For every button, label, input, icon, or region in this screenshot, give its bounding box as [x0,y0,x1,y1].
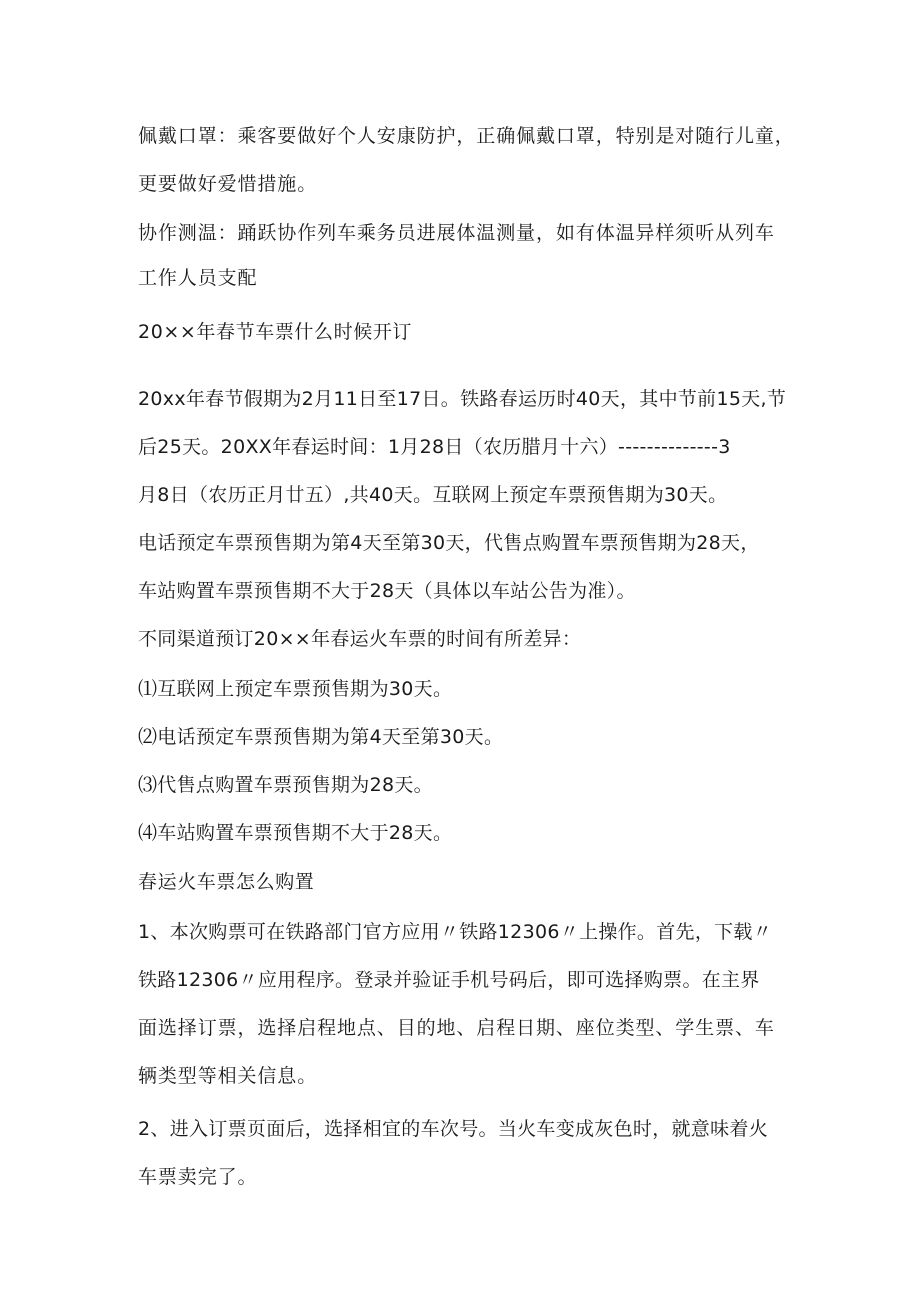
section-heading-ticket-open-date: 20××年春节车票什么时候开订 [138,321,413,343]
paragraph-temperature-line-1: 协作测温：踊跃协作列车乘务员进展体温测量，如有体温异样须听从列车 [138,222,775,244]
list-item-phone: ⑵电话预定车票预售期为第4天至第30天。 [138,726,504,748]
list-item-station: ⑷车站购置车票预售期不大于28天。 [138,822,453,844]
paragraph-step1-line-3: 面选择订票，选择启程地点、目的地、启程日期、座位类型、学生票、车 [138,1017,775,1039]
paragraph-holiday-line-2: 后25天。20XX年春运时间：1月28日（农历腊月十六）--------------3 [138,436,731,458]
paragraph-presale-line-2: 车站购置车票预售期不大于28天（具体以车站公告为准）。 [138,580,636,602]
paragraph-mask-line-1: 佩戴口罩：乘客要做好个人安康防护，正确佩戴口罩，特别是对随行儿童， [138,125,795,147]
paragraph-mask-line-2: 更要做好爱惜措施。 [138,173,318,195]
paragraph-step1-line-2: 铁路12306〃应用程序。登录并验证手机号码后，即可选择购票。在主界 [138,969,760,991]
paragraph-holiday-line-3: 月8日（农历正月廿五）,共40天。互联网上预定车票预售期为30天。 [138,484,728,506]
paragraph-step1-line-4: 辆类型等相关信息。 [138,1065,318,1087]
section-heading-how-to-buy: 春运火车票怎么购置 [138,871,315,893]
list-item-internet: ⑴互联网上预定车票预售期为30天。 [138,678,453,700]
paragraph-step1-line-1: 1、本次购票可在铁路部门官方应用〃铁路12306〃上操作。首先，下载〃 [138,921,773,943]
paragraph-channels-intro: 不同渠道预订20××年春运火车票的时间有所差异： [138,628,582,650]
paragraph-holiday-line-1: 20xx年春节假期为2月11日至17日。铁路春运历时40天，其中节前15天,节 [138,388,787,410]
paragraph-temperature-line-2: 工作人员支配 [138,267,258,289]
list-item-agency: ⑶代售点购置车票预售期为28天。 [138,774,433,796]
paragraph-presale-line-1: 电话预定车票预售期为第4天至第30天，代售点购置车票预售期为28天， [138,532,760,554]
paragraph-step2-line-2: 车票卖完了。 [138,1166,258,1188]
paragraph-step2-line-1: 2、进入订票页面后，选择相宜的车次号。当火车变成灰色时，就意味着火 [138,1118,768,1140]
